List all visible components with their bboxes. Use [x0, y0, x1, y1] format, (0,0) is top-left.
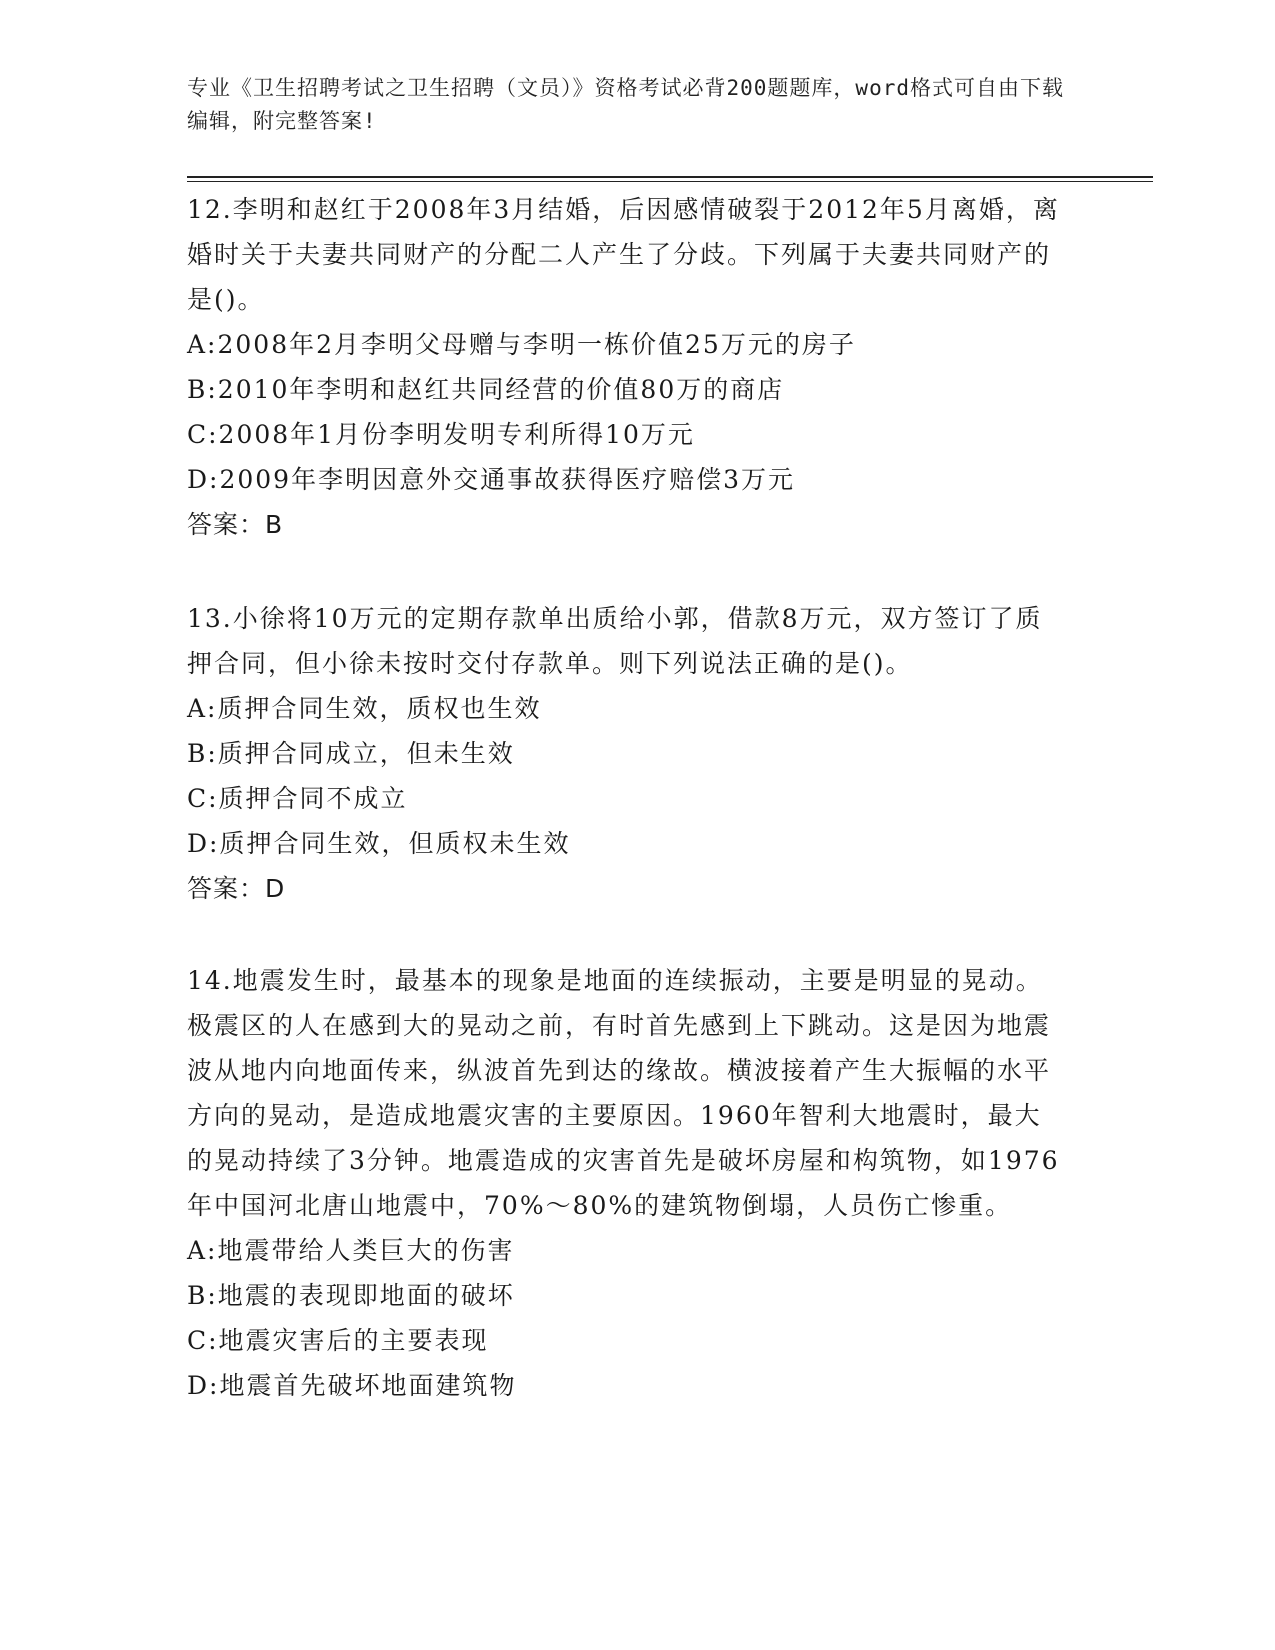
- option-c: C:质押合同不成立: [187, 784, 408, 813]
- option-c: C:2008年1月份李明发明专利所得10万元: [187, 420, 695, 449]
- question-12: [187, 187, 1087, 547]
- option-d: D:2009年李明因意外交通事故获得医疗赔偿3万元: [187, 465, 795, 494]
- header-divider-thin: [187, 181, 1153, 182]
- option-d: D:质押合同生效，但质权未生效: [187, 829, 571, 858]
- answer-label: 答案：D: [187, 874, 286, 903]
- answer-label: 答案：B: [187, 510, 284, 539]
- document-header: 专业《卫生招聘考试之卫生招聘（文员）》资格考试必背200题题库，word格式可自由下载编辑，附完整答案!: [187, 76, 1064, 133]
- question-text: 14.地震发生时，最基本的现象是地面的连续振动，主要是明显的晃动。极震区的人在感到大的晃动之前，有时首先感到上下跳动。这是因为地震波从地内向地面传来，纵波首先到达的缘故。横波接着产生大振幅的水平方向的晃动，是造成地震灾害的主要原因。1960年智利大地震时，最大的晃动持续了3分钟。地震造成的灾害首先是破坏房屋和构筑物，如1976年中国河北唐山地震中，70%～80%的建筑物倒塌，人员伤亡惨重。: [187, 966, 1060, 1220]
- option-d: D:地震首先破坏地面建筑物: [187, 1371, 517, 1400]
- option-b: B:2010年李明和赵红共同经营的价值80万的商店: [187, 375, 785, 404]
- option-a: A:2008年2月李明父母赠与李明一栋价值25万元的房子: [187, 330, 856, 359]
- option-c: C:地震灾害后的主要表现: [187, 1326, 489, 1355]
- question-14: [187, 958, 1087, 1408]
- option-a: A:地震带给人类巨大的伤害: [187, 1236, 515, 1265]
- option-b: B:质押合同成立，但未生效: [187, 739, 515, 768]
- header-divider-thick: [187, 176, 1153, 178]
- question-text: 12.李明和赵红于2008年3月结婚，后因感情破裂于2012年5月离婚，离婚时关于夫妻共同财产的分配二人产生了分歧。下列属于夫妻共同财产的是()。: [187, 195, 1060, 314]
- question-13: [187, 596, 1087, 911]
- question-text: 13.小徐将10万元的定期存款单出质给小郭，借款8万元，双方签订了质押合同，但小徐未按时交付存款单。则下列说法正确的是()。: [187, 604, 1043, 678]
- option-b: B:地震的表现即地面的破坏: [187, 1281, 515, 1310]
- option-a: A:质押合同生效，质权也生效: [187, 694, 542, 723]
